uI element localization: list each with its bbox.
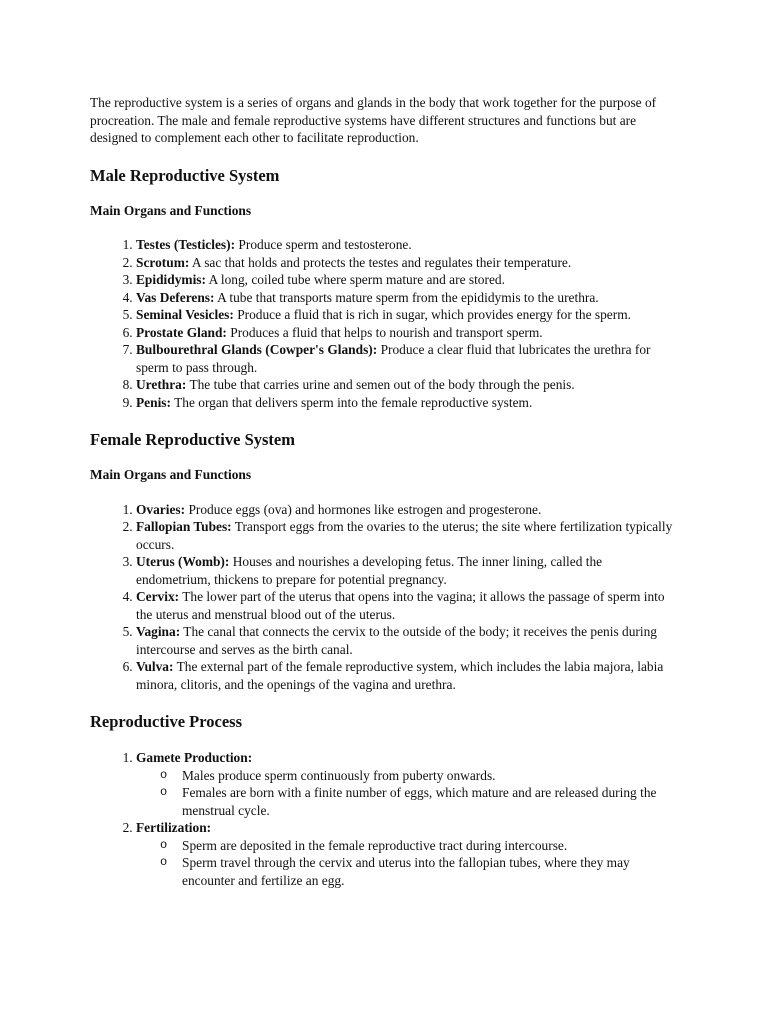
organ-term: Cervix:	[136, 589, 180, 604]
list-item	[136, 236, 678, 254]
process-section-heading: Reproductive Process	[90, 712, 242, 731]
process-steps-list	[90, 749, 678, 889]
list-item	[136, 394, 678, 412]
list-item	[136, 341, 678, 376]
organ-term: Scrotum:	[136, 254, 190, 270]
organ-term: Fallopian Tubes:	[136, 519, 232, 534]
organ-term: Ovaries:	[136, 501, 186, 517]
list-item	[160, 767, 678, 785]
organ-term: Epididymis:	[136, 272, 206, 287]
organ-description: Produce a clear fluid that lubricates the urethra for sperm to pass through.	[136, 342, 651, 375]
organ-description: Produces a fluid that helps to nourish and transport sperm.	[230, 324, 543, 340]
organ-description: The organ that delivers sperm into the female reproductive system.	[174, 394, 533, 410]
hollow-bullet-icon: o	[160, 785, 168, 799]
organ-description: Houses and nourishes a developing fetus. The inner lining, called the endometrium, thickens to prepare for potential pregnancy.	[136, 554, 603, 587]
organ-term: Vas Deferens:	[136, 289, 215, 305]
organ-description: The lower part of the uterus that opens into the vagina; it allows the passage of sperm into the uterus and menstrual blood out of the uterus.	[136, 589, 665, 622]
female-section-heading: Female Reproductive System	[90, 430, 295, 449]
organ-description: Produce sperm and testosterone.	[238, 237, 412, 252]
list-item	[136, 501, 678, 519]
organ-term: Testes (Testicles):	[136, 237, 236, 252]
step-points-list	[136, 837, 678, 890]
list-item	[136, 588, 678, 623]
list-item	[136, 553, 678, 588]
hollow-bullet-icon: o	[160, 855, 168, 869]
list-item	[160, 837, 678, 855]
point-text: Sperm are deposited in the female reproductive tract during intercourse.	[182, 837, 568, 853]
organ-description: Produce eggs (ova) and hormones like estrogen and progesterone.	[188, 501, 542, 517]
list-item	[136, 658, 678, 693]
process-step	[136, 819, 678, 889]
organ-term: Prostate Gland:	[136, 324, 227, 340]
point-text: Males produce sperm continuously from puberty onwards.	[182, 767, 496, 783]
organ-description: The canal that connects the cervix to the outside of the body; it receives the penis during intercourse and serves as the birth canal.	[136, 624, 657, 657]
list-item	[160, 784, 678, 819]
point-text: Sperm travel through the cervix and uterus into the fallopian tubes, where they may encounter and fertilize an egg.	[182, 855, 630, 888]
organ-description: Transport eggs from the ovaries to the uterus; the site where fertilization typically occurs.	[136, 519, 673, 552]
organ-term: Uterus (Womb):	[136, 554, 230, 569]
organ-description: A tube that transports mature sperm from the epididymis to the urethra.	[217, 289, 599, 305]
list-item	[136, 376, 678, 394]
list-item	[136, 271, 678, 289]
list-item	[136, 324, 678, 342]
list-item	[136, 289, 678, 307]
organ-term: Urethra:	[136, 377, 187, 392]
female-organs-list	[90, 501, 678, 694]
step-points-list	[136, 767, 678, 820]
organ-term: Vulva:	[136, 659, 174, 674]
organ-description: The external part of the female reproductive system, which includes the labia majora, labia minora, clitoris, and the openings of the vagina and urethra.	[136, 659, 664, 692]
organ-term: Bulbourethral Glands (Cowper's Glands):	[136, 342, 378, 357]
male-section-heading: Male Reproductive System	[90, 165, 280, 185]
list-item	[136, 254, 678, 272]
intro-paragraph: The reproductive system is a series of organs and glands in the body that work together for the purpose of procreation. The male and female reproductive systems have different structures and functions but are designed to complement each other to facilitate reproduction.	[90, 95, 657, 145]
hollow-bullet-icon: o	[160, 837, 168, 852]
point-text: Females are born with a finite number of eggs, which mature and are released during the menstrual cycle.	[182, 785, 657, 818]
list-item	[136, 306, 678, 324]
organ-description: A sac that holds and protects the testes and regulates their temperature.	[191, 254, 572, 270]
male-organs-list	[90, 236, 678, 411]
list-item	[136, 623, 678, 658]
organ-description: A long, coiled tube where sperm mature and are stored.	[208, 272, 505, 287]
list-item	[136, 518, 678, 553]
organ-term: Penis:	[136, 394, 171, 410]
organ-term: Seminal Vesicles:	[136, 307, 234, 322]
step-title: Fertilization:	[136, 820, 212, 835]
list-item	[160, 854, 678, 889]
organ-description: Produce a fluid that is rich in sugar, which provides energy for the sperm.	[237, 307, 631, 322]
process-step	[136, 749, 678, 819]
organ-term: Vagina:	[136, 624, 181, 639]
hollow-bullet-icon: o	[160, 767, 168, 782]
female-organs-subheading: Main Organs and Functions	[90, 467, 252, 482]
male-organs-subheading: Main Organs and Functions	[90, 202, 252, 218]
step-title: Gamete Production:	[136, 750, 253, 765]
organ-description: The tube that carries urine and semen out of the body through the penis.	[189, 377, 575, 392]
